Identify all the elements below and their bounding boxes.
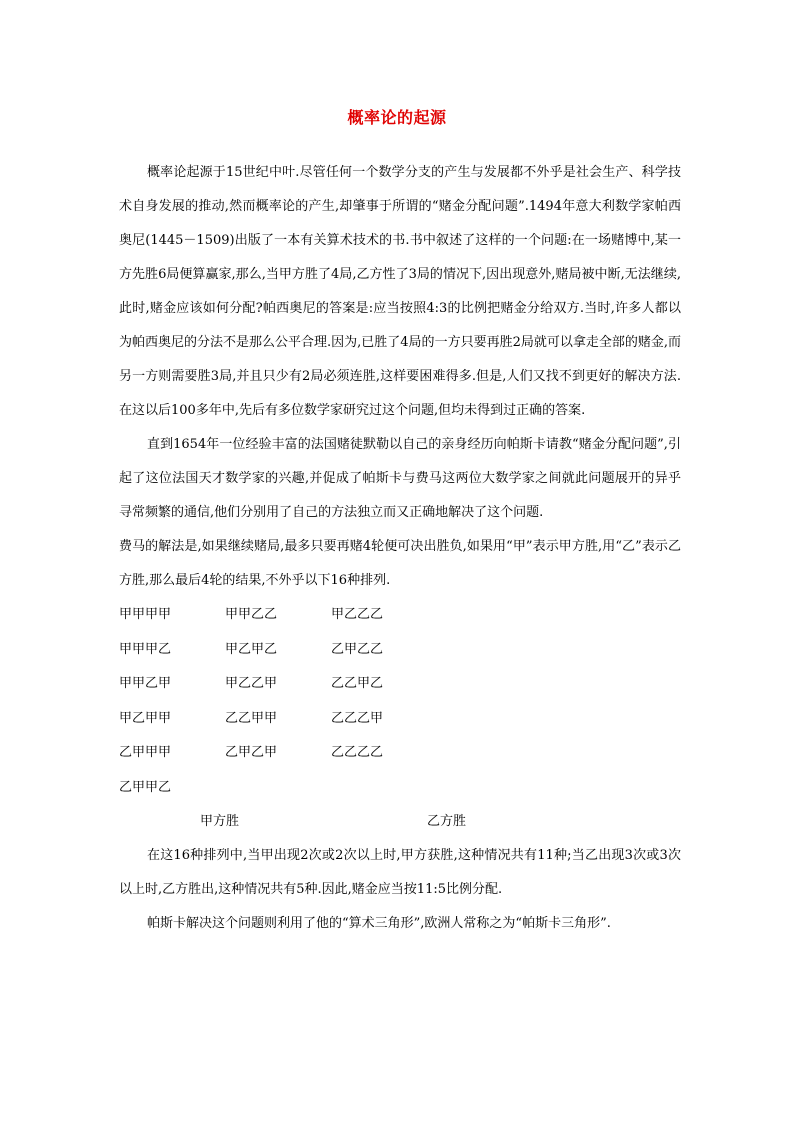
arrangement-item: 甲乙乙乙 bbox=[331, 607, 384, 622]
arrangement-item: 甲乙乙甲 bbox=[225, 676, 278, 691]
arrangement-item: 乙乙甲甲 bbox=[225, 710, 278, 726]
document-title: 概率论的起源 bbox=[347, 108, 447, 127]
document-body bbox=[119, 156, 681, 941]
arrangement-item: 乙甲甲乙 bbox=[119, 779, 172, 795]
arrangement-item bbox=[331, 771, 451, 806]
fermat-method-paragraph: 费马的解法是,如果继续赌局,最多只要再赌4轮便可决出胜负,如果用“甲”表示甲方胜,用“乙”表示乙方胜,那么最后4轮的结果,不外乎以下16种排列. bbox=[119, 539, 681, 588]
arrangement-item: 乙乙甲乙 bbox=[331, 676, 384, 691]
arrangement-item: 乙乙乙甲 bbox=[331, 710, 384, 726]
arrangement-item: 乙乙乙乙 bbox=[331, 745, 384, 760]
arrangement-item: 甲甲乙甲 bbox=[119, 676, 172, 691]
result-paragraph: 在这16种排列中,当甲出现2次或2次以上时,甲方获胜,这种情况共有11种;当乙出现3次或3次以上时,乙方胜出,这种情况共有5种.因此,赌金应当按11:5比例分配. bbox=[119, 848, 681, 897]
history-paragraph: 直到1654年一位经验丰富的法国赌徒默勒以自己的亲身经历向帕斯卡请教“赌金分配问题”,引起了这位法国天才数学家的兴趣,并促成了帕斯卡与费马这两位大数学家之间就此问题展开的异乎寻常频繁的通信,他们分别用了自己的方法独立而又正确地解决了这个问题. bbox=[119, 437, 681, 520]
arrangement-item: 甲乙甲乙 bbox=[225, 641, 278, 657]
arrangement-grid bbox=[119, 598, 681, 805]
intro-paragraph: 概率论起源于15世纪中叶.尽管任何一个数学分支的产生与发展都不外乎是社会生产、科学技术自身发展的推动,然而概率论的产生,却肇事于所谓的“赌金分配问题”.1494年意大利数学家帕西奥尼(1445－1509)出版了一本有关算术技术的书.书中叙述了这样的一个问题:在一场赌博中,某一方先胜6局便算赢家,那么,当甲方胜了4局,乙方性了3局的情况下,因出现意外,赌局被中断,无法继续,此时,赌金应该如何分配?帕西奥尼的答案是:应当按照4:3的比例把赌金分给双方.当时,许多人都以为帕西奥尼的分法不是那么公平合理.因为,已胜了4局的一方只要再胜2局就可以拿走全部的赌金,而另一方则需要胜3局,并且只少有2局必须连胜,这样要困难得多.但是,人们又找不到更好的解决方法.在这以后100多年中,先后有多位数学家研究过这个问题,但均未得到过正确的答案. bbox=[119, 165, 681, 418]
winner-labels bbox=[119, 805, 681, 839]
party-b-win-label: 乙方胜 bbox=[427, 814, 467, 829]
pascal-paragraph: 帕斯卡解决这个问题则利用了他的“算术三角形”,欧洲人常称之为“帕斯卡三角形”. bbox=[147, 916, 611, 931]
arrangement-item: 甲乙甲甲 bbox=[119, 710, 172, 726]
arrangement-item: 乙甲乙乙 bbox=[331, 641, 384, 657]
arrangement-item bbox=[225, 771, 331, 806]
arrangement-item: 甲甲甲甲 bbox=[119, 607, 172, 622]
arrangement-item: 甲甲乙乙 bbox=[225, 607, 278, 622]
arrangement-item: 乙甲乙甲 bbox=[225, 745, 278, 760]
arrangement-item: 甲甲甲乙 bbox=[119, 641, 172, 657]
arrangement-item: 乙甲甲甲 bbox=[119, 745, 172, 760]
party-a-win-label: 甲方胜 bbox=[200, 814, 240, 829]
